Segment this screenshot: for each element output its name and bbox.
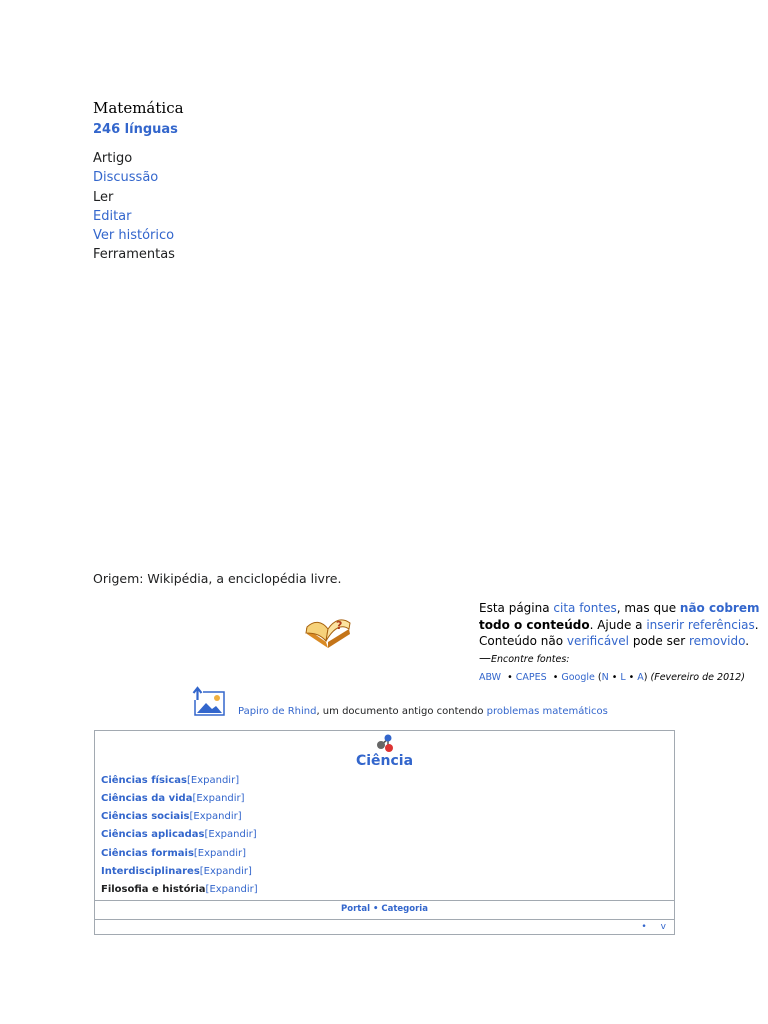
navbox-row <box>101 793 245 804</box>
portal-link[interactable]: Portal <box>341 904 371 914</box>
page-title: Matemática <box>93 99 184 117</box>
navbox-row-label[interactable]: Ciências sociais <box>101 811 190 822</box>
source-l-link[interactable]: L <box>620 672 626 683</box>
link-nao-cobrem[interactable]: não cobrem <box>679 601 760 615</box>
tab-artigo[interactable]: Artigo <box>93 151 133 166</box>
navbox-row-label[interactable]: Ciências formais <box>101 848 194 859</box>
caption-text: , um documento antigo contendo <box>316 706 487 717</box>
source-a-link[interactable]: A <box>637 672 644 683</box>
tab-ler[interactable]: Ler <box>93 189 114 205</box>
svg-text:?: ? <box>336 619 343 632</box>
link-papiro-de-rhind[interactable]: Papiro de Rhind <box>238 706 317 717</box>
vte-bullet: • <box>641 922 647 932</box>
notice-text: , mas que <box>616 601 680 615</box>
expand-button[interactable]: [Expandir] <box>199 866 252 877</box>
image-caption <box>238 706 608 717</box>
source-capes-link[interactable]: CAPES <box>515 672 547 683</box>
science-molecule-icon <box>374 733 396 753</box>
expand-button[interactable]: [Expandir] <box>193 848 246 859</box>
source-abw-link[interactable]: ABW <box>479 672 502 683</box>
expand-button[interactable]: [Expandir] <box>192 793 245 804</box>
navbox-footer <box>95 904 674 914</box>
source-n-link[interactable]: N <box>601 672 609 683</box>
category-link[interactable]: Categoria <box>381 904 428 914</box>
link-removido[interactable]: removido <box>689 634 746 648</box>
tab-ferramentas[interactable]: Ferramentas <box>93 247 175 263</box>
origin-text: Origem: Wikipédia, a enciclopédia livre. <box>93 571 342 586</box>
navbox-row <box>101 884 258 895</box>
navbox-title[interactable]: Ciência <box>355 753 414 769</box>
navbox-row <box>101 829 257 840</box>
view-template-link[interactable]: v <box>660 922 666 932</box>
navbox-row-label[interactable]: Ciências da vida <box>101 793 193 804</box>
navbox-vte-bar <box>627 922 666 932</box>
notice-date: (Fevereiro de 2012) <box>650 672 745 683</box>
navbox-row <box>101 775 239 786</box>
notice-text: Esta página <box>479 601 554 615</box>
link-problemas-matematicos[interactable]: problemas matemáticos <box>486 706 608 717</box>
book-question-icon <box>302 612 354 652</box>
footer-separator: • <box>370 904 382 914</box>
link-cita-fontes[interactable]: cita fontes <box>553 601 617 615</box>
expand-button[interactable]: [Expandir] <box>189 811 242 822</box>
navbox-row-label: Filosofia e história <box>101 884 206 895</box>
expand-button[interactable]: [Expandir] <box>204 829 257 840</box>
expand-button[interactable]: [Expandir] <box>187 775 240 786</box>
notice-text: . Conteúdo não <box>479 617 759 648</box>
notice-text: .— <box>479 634 750 665</box>
references-notice: Esta página cita fontes, mas que não cobrem todo o conteúdo. Ajude a inserir referências. Conteúdo não verificável pode ser removido.—Encontre fontes: ABW • CAPES • Google (N • L • A) (Fevereiro de 2012) <box>479 601 760 683</box>
image-placeholder-icon[interactable] <box>192 686 226 717</box>
notice-text: pode ser <box>629 634 689 648</box>
find-sources-label: Encontre fontes: <box>491 653 570 665</box>
navbox-row-label[interactable]: Interdisciplinares <box>101 866 200 877</box>
link-inserir-referencias[interactable]: inserir referências <box>646 617 755 632</box>
navbox-divider <box>95 900 674 901</box>
tab-discussao[interactable]: Discussão <box>93 170 159 186</box>
navbox-row <box>101 848 246 859</box>
tab-editar[interactable]: Editar <box>93 208 132 224</box>
navbox-divider <box>95 919 674 920</box>
navbox-row <box>101 811 242 822</box>
notice-text: . Ajude a <box>589 617 647 632</box>
tab-ver-historico[interactable]: Ver histórico <box>93 228 175 244</box>
navbox-row-label[interactable]: Ciências físicas <box>101 775 187 786</box>
source-google-link[interactable]: Google <box>561 672 595 683</box>
navbox-row <box>101 866 252 877</box>
expand-button[interactable]: [Expandir] <box>205 884 258 895</box>
page-tabs <box>93 149 175 265</box>
languages-button[interactable]: 246 línguas <box>93 122 178 137</box>
science-navbox <box>94 730 675 935</box>
link-verificavel[interactable]: verificável <box>566 634 630 648</box>
notice-bold-text: todo o conteúdo <box>479 617 590 632</box>
navbox-row-label[interactable]: Ciências aplicadas <box>101 829 205 840</box>
